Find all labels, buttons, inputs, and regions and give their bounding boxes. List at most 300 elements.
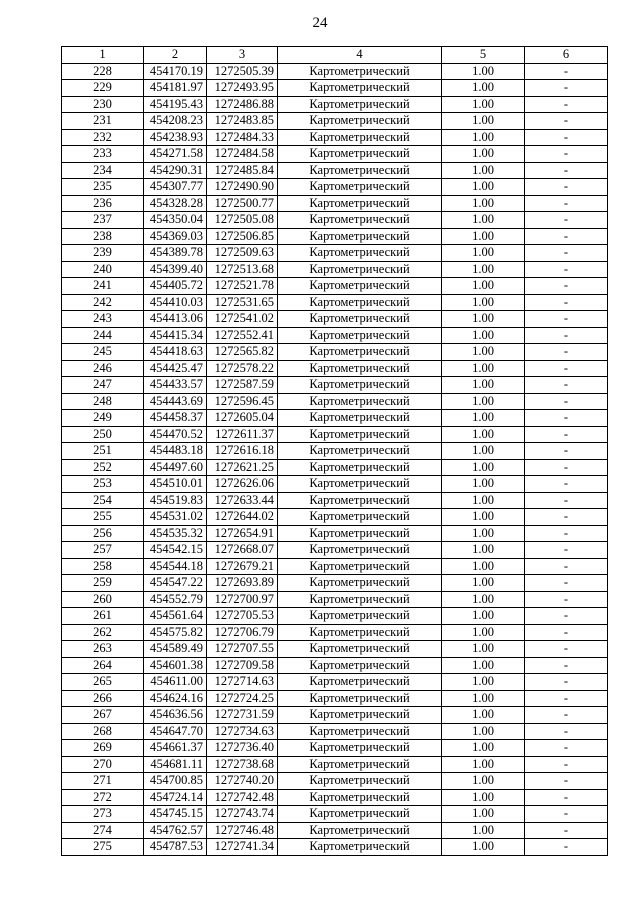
- note-cell: -: [525, 129, 608, 146]
- accuracy-cell: 1.00: [442, 344, 525, 361]
- table-row: [62, 822, 608, 839]
- accuracy-cell: 1.00: [442, 492, 525, 509]
- method-cell: Картометрический: [278, 96, 442, 113]
- y-coordinate-cell: 1272506.85: [207, 228, 278, 245]
- x-coordinate-cell: 454415.34: [144, 327, 207, 344]
- table-row: [62, 80, 608, 97]
- point-number-cell: 240: [62, 261, 144, 278]
- column-header: 4: [278, 47, 442, 64]
- method-cell: Картометрический: [278, 146, 442, 163]
- y-coordinate-cell: 1272734.63: [207, 723, 278, 740]
- accuracy-cell: 1.00: [442, 723, 525, 740]
- table-row: [62, 509, 608, 526]
- table-row: [62, 245, 608, 262]
- method-cell: Картометрический: [278, 63, 442, 80]
- y-coordinate-cell: 1272616.18: [207, 443, 278, 460]
- method-cell: Картометрический: [278, 261, 442, 278]
- table-row: [62, 459, 608, 476]
- y-coordinate-cell: 1272746.48: [207, 822, 278, 839]
- table-row: [62, 756, 608, 773]
- table-row: [62, 344, 608, 361]
- method-cell: Картометрический: [278, 212, 442, 229]
- point-number-cell: 251: [62, 443, 144, 460]
- y-coordinate-cell: 1272738.68: [207, 756, 278, 773]
- y-coordinate-cell: 1272490.90: [207, 179, 278, 196]
- y-coordinate-cell: 1272742.48: [207, 789, 278, 806]
- table-row: [62, 476, 608, 493]
- point-number-cell: 257: [62, 542, 144, 559]
- method-cell: Картометрический: [278, 245, 442, 262]
- x-coordinate-cell: 454410.03: [144, 294, 207, 311]
- accuracy-cell: 1.00: [442, 459, 525, 476]
- note-cell: -: [525, 63, 608, 80]
- table-row: [62, 839, 608, 856]
- note-cell: -: [525, 327, 608, 344]
- x-coordinate-cell: 454271.58: [144, 146, 207, 163]
- note-cell: -: [525, 294, 608, 311]
- x-coordinate-cell: 454350.04: [144, 212, 207, 229]
- point-number-cell: 242: [62, 294, 144, 311]
- x-coordinate-cell: 454405.72: [144, 278, 207, 295]
- method-cell: Картометрический: [278, 327, 442, 344]
- point-number-cell: 229: [62, 80, 144, 97]
- note-cell: -: [525, 80, 608, 97]
- note-cell: -: [525, 146, 608, 163]
- accuracy-cell: 1.00: [442, 542, 525, 559]
- table-row: [62, 393, 608, 410]
- accuracy-cell: 1.00: [442, 63, 525, 80]
- table-row: [62, 228, 608, 245]
- y-coordinate-cell: 1272736.40: [207, 740, 278, 757]
- table-row: [62, 558, 608, 575]
- accuracy-cell: 1.00: [442, 558, 525, 575]
- note-cell: -: [525, 591, 608, 608]
- y-coordinate-cell: 1272596.45: [207, 393, 278, 410]
- x-coordinate-cell: 454418.63: [144, 344, 207, 361]
- x-coordinate-cell: 454170.19: [144, 63, 207, 80]
- method-cell: Картометрический: [278, 294, 442, 311]
- y-coordinate-cell: 1272552.41: [207, 327, 278, 344]
- method-cell: Картометрический: [278, 839, 442, 856]
- accuracy-cell: 1.00: [442, 509, 525, 526]
- method-cell: Картометрический: [278, 575, 442, 592]
- note-cell: -: [525, 228, 608, 245]
- note-cell: -: [525, 443, 608, 460]
- table-row: [62, 113, 608, 130]
- method-cell: Картометрический: [278, 443, 442, 460]
- y-coordinate-cell: 1272505.39: [207, 63, 278, 80]
- x-coordinate-cell: 454195.43: [144, 96, 207, 113]
- accuracy-cell: 1.00: [442, 443, 525, 460]
- point-number-cell: 235: [62, 179, 144, 196]
- note-cell: -: [525, 195, 608, 212]
- y-coordinate-cell: 1272741.34: [207, 839, 278, 856]
- method-cell: Картометрический: [278, 459, 442, 476]
- x-coordinate-cell: 454589.49: [144, 641, 207, 658]
- point-number-cell: 255: [62, 509, 144, 526]
- method-cell: Картометрический: [278, 558, 442, 575]
- note-cell: -: [525, 740, 608, 757]
- point-number-cell: 233: [62, 146, 144, 163]
- table-row: [62, 410, 608, 427]
- table-header-row: [62, 47, 608, 64]
- method-cell: Картометрический: [278, 476, 442, 493]
- point-number-cell: 247: [62, 377, 144, 394]
- point-number-cell: 267: [62, 707, 144, 724]
- x-coordinate-cell: 454238.93: [144, 129, 207, 146]
- y-coordinate-cell: 1272587.59: [207, 377, 278, 394]
- point-number-cell: 270: [62, 756, 144, 773]
- point-number-cell: 269: [62, 740, 144, 757]
- point-number-cell: 249: [62, 410, 144, 427]
- x-coordinate-cell: 454561.64: [144, 608, 207, 625]
- point-number-cell: 244: [62, 327, 144, 344]
- accuracy-cell: 1.00: [442, 294, 525, 311]
- method-cell: Картометрический: [278, 525, 442, 542]
- y-coordinate-cell: 1272484.33: [207, 129, 278, 146]
- accuracy-cell: 1.00: [442, 657, 525, 674]
- y-coordinate-cell: 1272578.22: [207, 360, 278, 377]
- accuracy-cell: 1.00: [442, 624, 525, 641]
- x-coordinate-cell: 454700.85: [144, 773, 207, 790]
- method-cell: Картометрический: [278, 773, 442, 790]
- accuracy-cell: 1.00: [442, 261, 525, 278]
- y-coordinate-cell: 1272633.44: [207, 492, 278, 509]
- y-coordinate-cell: 1272611.37: [207, 426, 278, 443]
- note-cell: -: [525, 657, 608, 674]
- note-cell: -: [525, 377, 608, 394]
- accuracy-cell: 1.00: [442, 591, 525, 608]
- y-coordinate-cell: 1272706.79: [207, 624, 278, 641]
- method-cell: Картометрический: [278, 509, 442, 526]
- table-row: [62, 608, 608, 625]
- point-number-cell: 238: [62, 228, 144, 245]
- table-row: [62, 525, 608, 542]
- table-row: [62, 426, 608, 443]
- note-cell: -: [525, 492, 608, 509]
- note-cell: -: [525, 608, 608, 625]
- method-cell: Картометрический: [278, 690, 442, 707]
- note-cell: -: [525, 789, 608, 806]
- point-number-cell: 261: [62, 608, 144, 625]
- accuracy-cell: 1.00: [442, 311, 525, 328]
- x-coordinate-cell: 454661.37: [144, 740, 207, 757]
- accuracy-cell: 1.00: [442, 641, 525, 658]
- note-cell: -: [525, 261, 608, 278]
- y-coordinate-cell: 1272709.58: [207, 657, 278, 674]
- point-number-cell: 231: [62, 113, 144, 130]
- method-cell: Картометрический: [278, 179, 442, 196]
- accuracy-cell: 1.00: [442, 773, 525, 790]
- y-coordinate-cell: 1272705.53: [207, 608, 278, 625]
- x-coordinate-cell: 454636.56: [144, 707, 207, 724]
- method-cell: Картометрический: [278, 129, 442, 146]
- table-row: [62, 278, 608, 295]
- note-cell: -: [525, 542, 608, 559]
- table-row: [62, 789, 608, 806]
- point-number-cell: 236: [62, 195, 144, 212]
- page-number: 24: [312, 15, 328, 31]
- method-cell: Картометрический: [278, 80, 442, 97]
- point-number-cell: 262: [62, 624, 144, 641]
- accuracy-cell: 1.00: [442, 129, 525, 146]
- x-coordinate-cell: 454535.32: [144, 525, 207, 542]
- accuracy-cell: 1.00: [442, 756, 525, 773]
- note-cell: -: [525, 459, 608, 476]
- accuracy-cell: 1.00: [442, 608, 525, 625]
- accuracy-cell: 1.00: [442, 839, 525, 856]
- note-cell: -: [525, 624, 608, 641]
- point-number-cell: 245: [62, 344, 144, 361]
- table-row: [62, 195, 608, 212]
- method-cell: Картометрический: [278, 740, 442, 757]
- note-cell: -: [525, 96, 608, 113]
- method-cell: Картометрический: [278, 822, 442, 839]
- method-cell: Картометрический: [278, 723, 442, 740]
- method-cell: Картометрический: [278, 641, 442, 658]
- x-coordinate-cell: 454497.60: [144, 459, 207, 476]
- accuracy-cell: 1.00: [442, 410, 525, 427]
- point-number-cell: 256: [62, 525, 144, 542]
- note-cell: -: [525, 476, 608, 493]
- x-coordinate-cell: 454601.38: [144, 657, 207, 674]
- note-cell: -: [525, 707, 608, 724]
- method-cell: Картометрический: [278, 195, 442, 212]
- table-row: [62, 96, 608, 113]
- method-cell: Картометрический: [278, 657, 442, 674]
- note-cell: -: [525, 690, 608, 707]
- x-coordinate-cell: 454413.06: [144, 311, 207, 328]
- accuracy-cell: 1.00: [442, 146, 525, 163]
- method-cell: Картометрический: [278, 228, 442, 245]
- table-row: [62, 641, 608, 658]
- accuracy-cell: 1.00: [442, 327, 525, 344]
- y-coordinate-cell: 1272644.02: [207, 509, 278, 526]
- x-coordinate-cell: 454290.31: [144, 162, 207, 179]
- accuracy-cell: 1.00: [442, 789, 525, 806]
- accuracy-cell: 1.00: [442, 162, 525, 179]
- table-row: [62, 674, 608, 691]
- y-coordinate-cell: 1272531.65: [207, 294, 278, 311]
- method-cell: Картометрический: [278, 806, 442, 823]
- x-coordinate-cell: 454787.53: [144, 839, 207, 856]
- table-row: [62, 146, 608, 163]
- note-cell: -: [525, 525, 608, 542]
- table-row: [62, 294, 608, 311]
- table-body: [62, 63, 608, 855]
- table-row: [62, 179, 608, 196]
- accuracy-cell: 1.00: [442, 393, 525, 410]
- point-number-cell: 239: [62, 245, 144, 262]
- y-coordinate-cell: 1272654.91: [207, 525, 278, 542]
- method-cell: Картометрический: [278, 377, 442, 394]
- note-cell: -: [525, 641, 608, 658]
- coordinates-table: [61, 46, 608, 856]
- note-cell: -: [525, 393, 608, 410]
- y-coordinate-cell: 1272509.63: [207, 245, 278, 262]
- point-number-cell: 263: [62, 641, 144, 658]
- column-header: 1: [62, 47, 144, 64]
- y-coordinate-cell: 1272740.20: [207, 773, 278, 790]
- point-number-cell: 258: [62, 558, 144, 575]
- point-number-cell: 266: [62, 690, 144, 707]
- note-cell: -: [525, 723, 608, 740]
- note-cell: -: [525, 558, 608, 575]
- x-coordinate-cell: 454425.47: [144, 360, 207, 377]
- table-row: [62, 327, 608, 344]
- accuracy-cell: 1.00: [442, 113, 525, 130]
- x-coordinate-cell: 454745.15: [144, 806, 207, 823]
- x-coordinate-cell: 454681.11: [144, 756, 207, 773]
- method-cell: Картометрический: [278, 674, 442, 691]
- x-coordinate-cell: 454389.78: [144, 245, 207, 262]
- x-coordinate-cell: 454647.70: [144, 723, 207, 740]
- method-cell: Картометрический: [278, 344, 442, 361]
- note-cell: -: [525, 278, 608, 295]
- accuracy-cell: 1.00: [442, 690, 525, 707]
- y-coordinate-cell: 1272493.95: [207, 80, 278, 97]
- x-coordinate-cell: 454552.79: [144, 591, 207, 608]
- method-cell: Картометрический: [278, 426, 442, 443]
- x-coordinate-cell: 454369.03: [144, 228, 207, 245]
- accuracy-cell: 1.00: [442, 806, 525, 823]
- table-row: [62, 63, 608, 80]
- y-coordinate-cell: 1272521.78: [207, 278, 278, 295]
- point-number-cell: 265: [62, 674, 144, 691]
- x-coordinate-cell: 454181.97: [144, 80, 207, 97]
- y-coordinate-cell: 1272484.58: [207, 146, 278, 163]
- x-coordinate-cell: 454762.57: [144, 822, 207, 839]
- point-number-cell: 237: [62, 212, 144, 229]
- table-row: [62, 443, 608, 460]
- x-coordinate-cell: 454443.69: [144, 393, 207, 410]
- point-number-cell: 230: [62, 96, 144, 113]
- table-row: [62, 212, 608, 229]
- x-coordinate-cell: 454724.14: [144, 789, 207, 806]
- point-number-cell: 254: [62, 492, 144, 509]
- x-coordinate-cell: 454624.16: [144, 690, 207, 707]
- y-coordinate-cell: 1272621.25: [207, 459, 278, 476]
- method-cell: Картометрический: [278, 608, 442, 625]
- note-cell: -: [525, 674, 608, 691]
- y-coordinate-cell: 1272565.82: [207, 344, 278, 361]
- accuracy-cell: 1.00: [442, 426, 525, 443]
- column-header: 6: [525, 47, 608, 64]
- method-cell: Картометрический: [278, 162, 442, 179]
- table-row: [62, 129, 608, 146]
- note-cell: -: [525, 245, 608, 262]
- x-coordinate-cell: 454208.23: [144, 113, 207, 130]
- y-coordinate-cell: 1272500.77: [207, 195, 278, 212]
- accuracy-cell: 1.00: [442, 278, 525, 295]
- point-number-cell: 248: [62, 393, 144, 410]
- point-number-cell: 273: [62, 806, 144, 823]
- note-cell: -: [525, 822, 608, 839]
- method-cell: Картометрический: [278, 707, 442, 724]
- x-coordinate-cell: 454531.02: [144, 509, 207, 526]
- y-coordinate-cell: 1272714.63: [207, 674, 278, 691]
- point-number-cell: 252: [62, 459, 144, 476]
- table-row: [62, 806, 608, 823]
- y-coordinate-cell: 1272724.25: [207, 690, 278, 707]
- accuracy-cell: 1.00: [442, 80, 525, 97]
- table-row: [62, 707, 608, 724]
- table-row: [62, 311, 608, 328]
- x-coordinate-cell: 454458.37: [144, 410, 207, 427]
- point-number-cell: 243: [62, 311, 144, 328]
- y-coordinate-cell: 1272513.68: [207, 261, 278, 278]
- y-coordinate-cell: 1272700.97: [207, 591, 278, 608]
- column-header: 5: [442, 47, 525, 64]
- note-cell: -: [525, 756, 608, 773]
- accuracy-cell: 1.00: [442, 525, 525, 542]
- accuracy-cell: 1.00: [442, 674, 525, 691]
- method-cell: Картометрический: [278, 393, 442, 410]
- point-number-cell: 272: [62, 789, 144, 806]
- x-coordinate-cell: 454547.22: [144, 575, 207, 592]
- table-row: [62, 657, 608, 674]
- point-number-cell: 271: [62, 773, 144, 790]
- accuracy-cell: 1.00: [442, 228, 525, 245]
- note-cell: -: [525, 311, 608, 328]
- accuracy-cell: 1.00: [442, 195, 525, 212]
- point-number-cell: 232: [62, 129, 144, 146]
- y-coordinate-cell: 1272483.85: [207, 113, 278, 130]
- y-coordinate-cell: 1272505.08: [207, 212, 278, 229]
- note-cell: -: [525, 839, 608, 856]
- column-header: 3: [207, 47, 278, 64]
- method-cell: Картометрический: [278, 278, 442, 295]
- x-coordinate-cell: 454542.15: [144, 542, 207, 559]
- x-coordinate-cell: 454544.18: [144, 558, 207, 575]
- y-coordinate-cell: 1272605.04: [207, 410, 278, 427]
- point-number-cell: 246: [62, 360, 144, 377]
- table-row: [62, 773, 608, 790]
- note-cell: -: [525, 360, 608, 377]
- y-coordinate-cell: 1272679.21: [207, 558, 278, 575]
- method-cell: Картометрический: [278, 756, 442, 773]
- point-number-cell: 253: [62, 476, 144, 493]
- table-row: [62, 575, 608, 592]
- point-number-cell: 275: [62, 839, 144, 856]
- method-cell: Картометрический: [278, 624, 442, 641]
- point-number-cell: 264: [62, 657, 144, 674]
- x-coordinate-cell: 454519.83: [144, 492, 207, 509]
- x-coordinate-cell: 454399.40: [144, 261, 207, 278]
- y-coordinate-cell: 1272668.07: [207, 542, 278, 559]
- method-cell: Картометрический: [278, 789, 442, 806]
- x-coordinate-cell: 454328.28: [144, 195, 207, 212]
- point-number-cell: 259: [62, 575, 144, 592]
- accuracy-cell: 1.00: [442, 476, 525, 493]
- point-number-cell: 260: [62, 591, 144, 608]
- accuracy-cell: 1.00: [442, 212, 525, 229]
- note-cell: -: [525, 162, 608, 179]
- method-cell: Картометрический: [278, 410, 442, 427]
- point-number-cell: 234: [62, 162, 144, 179]
- accuracy-cell: 1.00: [442, 822, 525, 839]
- note-cell: -: [525, 344, 608, 361]
- y-coordinate-cell: 1272743.74: [207, 806, 278, 823]
- y-coordinate-cell: 1272731.59: [207, 707, 278, 724]
- column-header: 2: [144, 47, 207, 64]
- method-cell: Картометрический: [278, 113, 442, 130]
- table-row: [62, 360, 608, 377]
- y-coordinate-cell: 1272486.88: [207, 96, 278, 113]
- table-row: [62, 162, 608, 179]
- note-cell: -: [525, 575, 608, 592]
- note-cell: -: [525, 806, 608, 823]
